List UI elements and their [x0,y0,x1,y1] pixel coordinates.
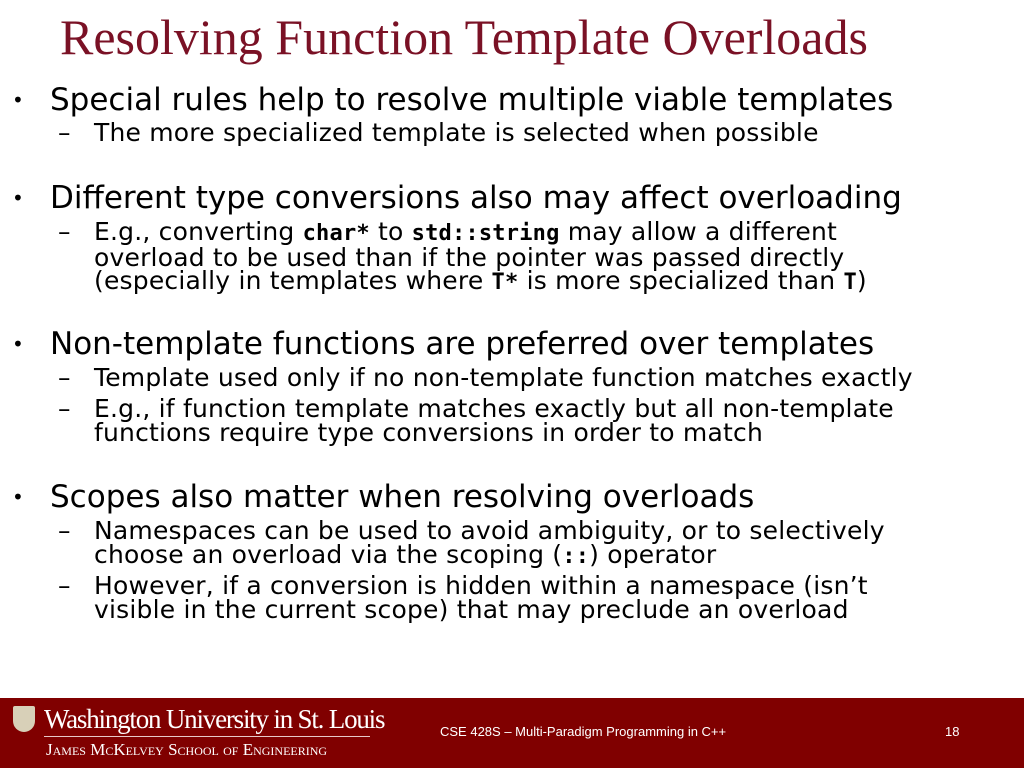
university-shield-icon [13,706,35,732]
sub-text: E.g., converting char* to std::string may allow a different overload to be used than if the pointer was passed directly (especially in templates where T* is more specialized than T) [94,217,867,295]
divider [44,736,370,737]
bullet-icon: • [12,332,24,356]
bullet-icon: • [12,186,24,210]
bullet-text: Non-template functions are preferred over templates [50,326,875,362]
dash-icon: – [58,118,71,147]
dash-icon: – [58,217,71,246]
sub-text: However, if a conversion is hidden within a namespace (isn’t visible in the current scope) that may preclude an overload [94,571,868,624]
school-name: James McKelvey School of Engineering [46,740,328,759]
sub-text: Namespaces can be used to avoid ambiguity, or to selectively choose an overload via the scoping (::) operator [94,516,885,569]
university-logo: Washington University in St. Louis [44,704,385,734]
bullet-icon: • [12,88,24,112]
page-number: 18 [945,724,960,739]
dash-icon: – [58,571,71,600]
bullet-icon: • [12,485,24,509]
sub-text: Template used only if no non-template function matches exactly [94,363,913,392]
slide-title: Resolving Function Template Overloads [60,9,868,65]
dash-icon: – [58,394,71,423]
dash-icon: – [58,516,71,545]
bullet-text: Scopes also matter when resolving overloads [50,479,755,515]
sub-text: The more specialized template is selected when possible [94,118,819,147]
sub-text: E.g., if function template matches exactly but all non-template functions require type conversions in order to match [94,394,894,447]
bullet-text: Special rules help to resolve multiple viable templates [50,82,894,118]
footer [0,698,1024,768]
bullet-text: Different type conversions also may affect overloading [50,180,902,216]
dash-icon: – [58,363,71,392]
course-title: CSE 428S – Multi-Paradigm Programming in C++ [440,724,727,739]
